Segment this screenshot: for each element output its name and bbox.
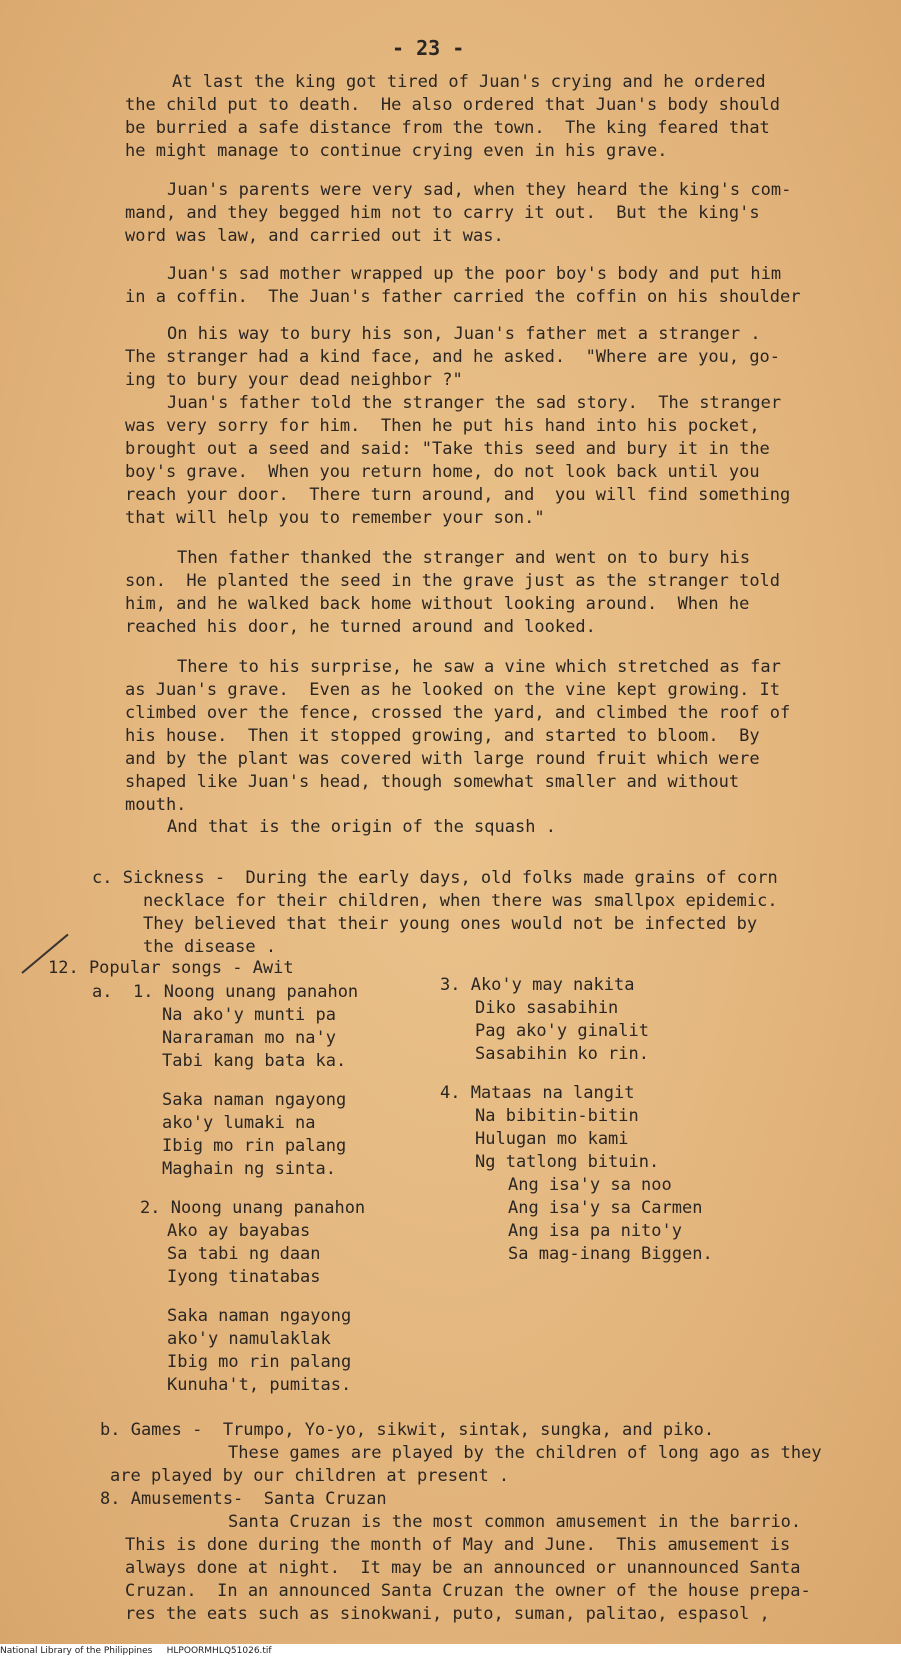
- song-line: ako'y lumaki na: [162, 1113, 316, 1133]
- story-line: that will help you to remember your son.": [125, 508, 545, 528]
- story-line: was very sorry for him. Then he put his hand into his pocket,: [125, 416, 760, 436]
- story-line: mand, and they begged him not to carry it out. But the king's: [125, 203, 760, 223]
- amusements-line: Cruzan. In an announced Santa Cruzan the owner of the house prepa-: [125, 1581, 811, 1601]
- song-line: Ang isa'y sa noo: [508, 1175, 672, 1195]
- song-line: Sasabihin ko rin.: [475, 1044, 649, 1064]
- story-line: Then father thanked the stranger and went on to bury his: [177, 548, 751, 568]
- song-line: Ibig mo rin palang: [167, 1352, 352, 1372]
- sickness-line: necklace for their children, when there was smallpox epidemic.: [143, 891, 778, 911]
- story-line: him, and he walked back home without looking around. When he: [125, 594, 750, 614]
- song-line: Sa tabi ng daan: [167, 1244, 321, 1264]
- story-line: On his way to bury his son, Juan's father met a stranger .: [167, 324, 761, 344]
- story-line: At last the king got tired of Juan's crying and he ordered: [172, 72, 766, 92]
- song-line: Iyong tinatabas: [167, 1267, 321, 1287]
- song-line: Saka naman ngayong: [162, 1090, 347, 1110]
- story-line: shaped like Juan's head, though somewhat smaller and without: [125, 772, 740, 792]
- story-line: the child put to death. He also ordered that Juan's body should: [125, 95, 781, 115]
- songs-label: a.: [92, 982, 113, 1002]
- song-line: Kunuha't, pumitas.: [167, 1375, 352, 1395]
- song-line: 2. Noong unang panahon: [140, 1198, 366, 1218]
- sickness-line: They believed that their young ones would not be infected by: [143, 914, 758, 934]
- song-line: Ibig mo rin palang: [162, 1136, 347, 1156]
- sickness-line: c. Sickness - During the early days, old folks made grains of corn: [92, 868, 778, 888]
- song-line: Sa mag-inang Biggen.: [508, 1244, 713, 1264]
- amusements-line: This is done during the month of May and June. This amusement is: [125, 1535, 791, 1555]
- song-line: Pag ako'y ginalit: [475, 1021, 649, 1041]
- story-line: And that is the origin of the squash .: [167, 817, 556, 837]
- amusements-line: Santa Cruzan is the most common amusement in the barrio.: [228, 1512, 802, 1532]
- song-line: Ako ay bayabas: [167, 1221, 311, 1241]
- story-line: he might manage to continue crying even in his grave.: [125, 141, 668, 161]
- amusements-line: 8. Amusements- Santa Cruzan: [100, 1489, 387, 1509]
- song-line: Ng tatlong bituin.: [475, 1152, 660, 1172]
- story-line: boy's grave. When you return home, do not look back until you: [125, 462, 760, 482]
- games-line: These games are played by the children of long ago as they: [228, 1443, 822, 1463]
- songs-heading: 12. Popular songs - Awit: [48, 958, 294, 978]
- story-line: son. He planted the seed in the grave just as the stranger told: [125, 571, 781, 591]
- story-line: Juan's parents were very sad, when they heard the king's com-: [167, 180, 792, 200]
- games-line: are played by our children at present .: [110, 1466, 510, 1486]
- story-line: There to his surprise, he saw a vine which stretched as far: [177, 657, 781, 677]
- song-line: Nararaman mo na'y: [162, 1028, 336, 1048]
- song-line: Maghain ng sinta.: [162, 1159, 336, 1179]
- story-line: The stranger had a kind face, and he asked. "Where are you, go-: [125, 347, 781, 367]
- story-line: as Juan's grave. Even as he looked on the vine kept growing. It: [125, 680, 781, 700]
- amusements-line: res the eats such as sinokwani, puto, suman, palitao, espasol ,: [125, 1604, 770, 1624]
- song-line: Ang isa pa nito'y: [508, 1221, 682, 1241]
- story-line: climbed over the fence, crossed the yard, and climbed the roof of: [125, 703, 791, 723]
- story-line: in a coffin. The Juan's father carried the coffin on his shoulder: [125, 287, 801, 307]
- song-line: Ang isa'y sa Carmen: [508, 1198, 703, 1218]
- story-line: and by the plant was covered with large round fruit which were: [125, 749, 760, 769]
- song-line: Na bibitin-bitin: [475, 1106, 639, 1126]
- song-line: ako'y namulaklak: [167, 1329, 331, 1349]
- story-line: ing to bury your dead neighbor ?": [125, 370, 463, 390]
- story-line: be burried a safe distance from the town. The king feared that: [125, 118, 770, 138]
- song-line: 3. Ako'y may nakita: [440, 975, 635, 995]
- sickness-line: the disease .: [143, 937, 277, 957]
- song-line: Na ako'y munti pa: [162, 1005, 336, 1025]
- footer-caption: National Library of the Philippines HLPOORMHLQ51026.tif: [0, 1644, 901, 1658]
- song-line: Saka naman ngayong: [167, 1306, 352, 1326]
- story-line: mouth.: [125, 795, 187, 815]
- story-line: brought out a seed and said: "Take this seed and bury it in the: [125, 439, 770, 459]
- song-line: 4. Mataas na langit: [440, 1083, 635, 1103]
- story-line: his house. Then it stopped growing, and started to bloom. By: [125, 726, 760, 746]
- amusements-line: always done at night. It may be an announced or unannounced Santa: [125, 1558, 801, 1578]
- song-line: Diko sasabihin: [475, 998, 619, 1018]
- song-line: Hulugan mo kami: [475, 1129, 629, 1149]
- page-number: - 23 -: [392, 36, 465, 60]
- song-line: 1. Noong unang panahon: [133, 982, 359, 1002]
- story-line: reached his door, he turned around and looked.: [125, 617, 596, 637]
- story-line: Juan's father told the stranger the sad story. The stranger: [167, 393, 782, 413]
- games-line: b. Games - Trumpo, Yo-yo, sikwit, sintak, sungka, and piko.: [100, 1420, 715, 1440]
- story-line: reach your door. There turn around, and you will find something: [125, 485, 791, 505]
- story-line: word was law, and carried out it was.: [125, 226, 504, 246]
- song-line: Tabi kang bata ka.: [162, 1051, 347, 1071]
- story-line: Juan's sad mother wrapped up the poor boy's body and put him: [167, 264, 782, 284]
